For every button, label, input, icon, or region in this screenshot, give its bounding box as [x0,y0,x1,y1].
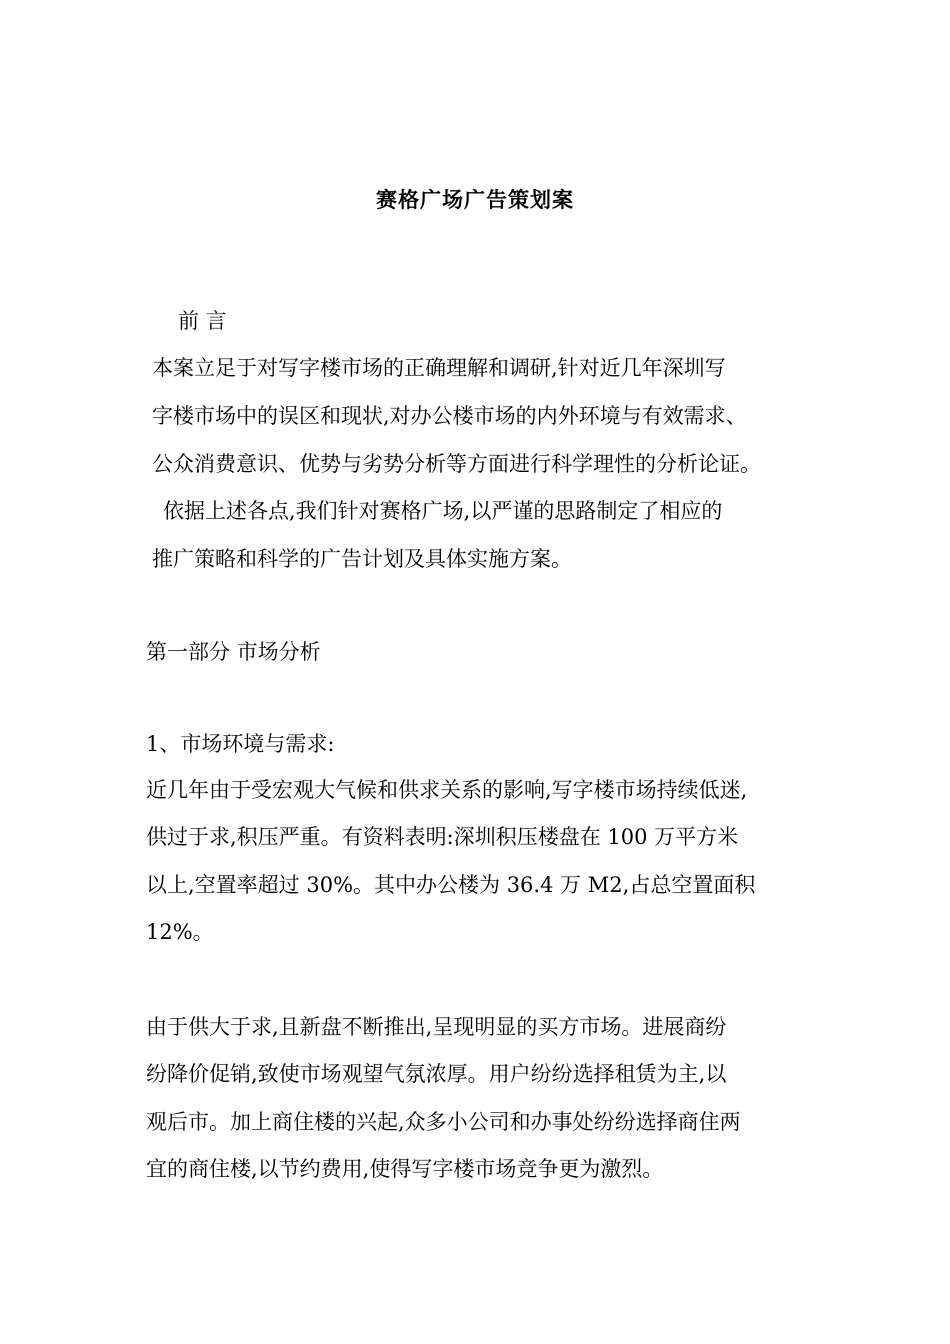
preface-line: 本案立足于对写字楼市场的正确理解和调研,针对近几年深圳写 [152,356,726,380]
preface-line: 依据上述各点,我们针对赛格广场,以严谨的思路制定了相应的 [163,499,723,523]
paragraph-line: 纷降价促销,致使市场观望气氛浓厚。用户纷纷选择租赁为主,以 [146,1062,727,1086]
paragraph-line: 以上,空置率超过 30%。其中办公楼为 36.4 万 M2,占总空置面积 [146,873,756,897]
document-title: 赛格广场广告策划案 [376,187,574,212]
paragraph-line: 供过于求,积压严重。有资料表明:深圳积压楼盘在 100 万平方米 [146,825,739,849]
section1-heading: 1、市场环境与需求: [146,732,335,756]
paragraph-line: 宜的商住楼,以节约费用,使得写字楼市场竞争更为激烈。 [146,1157,664,1181]
paragraph-line: 由于供大于求,且新盘不断推出,呈现明显的买方市场。进展商纷 [146,1015,727,1039]
preface-line: 推广策略和科学的广告计划及具体实施方案。 [152,547,572,571]
part1-heading: 第一部分 市场分析 [146,640,321,664]
preface-line: 字楼市场中的误区和现状,对办公楼市场的内外环境与有效需求、 [152,404,747,428]
paragraph-line: 观后市。加上商住楼的兴起,众多小公司和办事处纷纷选择商住两 [146,1110,741,1134]
paragraph-line: 近几年由于受宏观大气候和供求关系的影响,写字楼市场持续低迷, [146,778,748,802]
preface-line: 公众消费意识、优势与劣势分析等方面进行科学理性的分析论证。 [152,452,761,476]
preface-heading: 前 言 [178,309,227,333]
paragraph-line: 12%。 [146,920,214,944]
